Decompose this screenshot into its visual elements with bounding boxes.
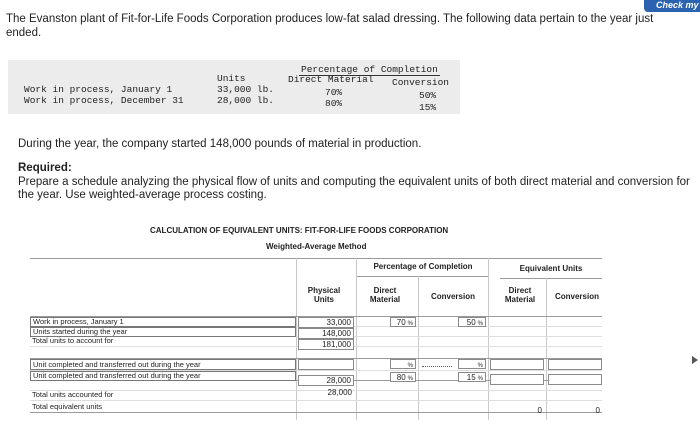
eq-conv-wip-dec-input[interactable] — [548, 374, 602, 385]
dm-pct-sign-dec: % — [407, 376, 413, 382]
dm-header: Direct Material — [288, 74, 374, 85]
physical-total-to-account: 181,000 — [298, 339, 354, 350]
given-dm-wip-jan: 70% — [325, 87, 343, 98]
col-direct-material-eq: Direct Material — [504, 286, 536, 304]
dm-pct-wip-dec — [390, 372, 416, 382]
given-conv-wip-dec: 15% — [419, 102, 437, 113]
col-physical-units: Physical Units — [307, 286, 341, 304]
given-label-wip-jan: Work in process, January 1 — [24, 84, 173, 95]
row-label-completed-transferred[interactable]: Unit completed and transferred out during the year — [30, 359, 296, 370]
eq-dm-total: 0 — [537, 406, 542, 415]
conversion-header: Conversion — [392, 77, 450, 88]
given-label-wip-dec: Work in process, December 31 — [24, 95, 184, 106]
given-units-wip-dec: 28,000 lb. — [217, 95, 275, 106]
dm-pct-wip-dec-value: 80 — [396, 373, 406, 382]
row-label-wip-dec[interactable]: Unit completed and transferred out during the year — [30, 371, 296, 381]
conv-pct-completed-input[interactable] — [458, 359, 486, 369]
conv-pct-wip-jan — [458, 317, 486, 327]
physical-units-started: 148,000 — [298, 328, 354, 339]
dm-pct-sign: % — [407, 321, 413, 327]
dm-pct-sign-completed: % — [407, 363, 413, 369]
row-label-total-accounted: Total units accounted for — [32, 390, 114, 399]
row-label-wip-jan: Work in process, January 1 — [30, 317, 296, 327]
row-label-total-to-account: Total units to account for — [32, 336, 114, 345]
col-conversion-pct: Conversion — [430, 292, 475, 301]
required-label: Required: — [18, 162, 72, 174]
eq-conv-total: 0 — [595, 406, 600, 415]
conv-pct-wip-dec — [458, 372, 486, 382]
physical-wip-jan: 33,000 — [298, 317, 354, 328]
required-text: Prepare a schedule analyzing the physical flow of units and computing the equivalent units of both direct material and conversion for the year. Use weighted-average process costing. — [18, 176, 690, 201]
dm-pct-wip-jan-value: 70 — [396, 318, 406, 327]
pct-completion-group-header: Percentage of Completion — [373, 262, 473, 271]
schedule-subtitle: Weighted-Average Method — [266, 242, 367, 251]
conv-pct-sign: % — [477, 321, 483, 327]
equivalent-units-schedule — [30, 222, 602, 420]
eq-conv-completed-input[interactable] — [548, 359, 602, 370]
given-dm-wip-dec: 80% — [325, 98, 343, 109]
dm-pct-completed-input[interactable] — [390, 359, 416, 369]
equivalent-units-group-header: Equivalent Units — [519, 264, 583, 273]
scroll-arrow-icon[interactable] — [692, 356, 698, 364]
given-data-table — [8, 60, 460, 114]
conv-pct-wip-jan-value: 50 — [466, 318, 476, 327]
row-label-total-equivalent: Total equivalent units — [32, 402, 103, 411]
conv-pct-sign-dec: % — [477, 376, 483, 382]
units-header: Units — [217, 73, 246, 84]
eq-dm-completed-input[interactable] — [490, 359, 544, 370]
physical-wip-dec: 28,000 — [298, 375, 354, 386]
given-conv-wip-jan: 50% — [419, 90, 437, 101]
col-conversion-eq: Conversion — [554, 292, 599, 301]
schedule-title: CALCULATION OF EQUIVALENT UNITS: FIT-FOR-LIFE FOODS CORPORATION — [150, 226, 449, 235]
physical-total-accounted: 28,000 — [327, 388, 352, 397]
pct-completion-header: Percentage of Completion — [301, 64, 438, 75]
conv-pct-wip-dec-value: 15 — [466, 373, 476, 382]
col-direct-material-pct: Direct Material — [369, 286, 401, 304]
dm-pct-wip-jan — [390, 317, 416, 327]
material-started-sentence: During the year, the company started 148,000 pounds of material in production. — [18, 138, 422, 150]
eq-dm-wip-dec-input[interactable] — [490, 374, 544, 385]
row-label-units-started: Units started during the year — [30, 327, 296, 337]
given-units-wip-jan: 33,000 lb. — [217, 84, 275, 95]
conv-pct-sign-completed: % — [477, 363, 483, 369]
physical-completed-input[interactable] — [298, 359, 354, 370]
problem-intro: The Evanston plant of Fit-for-Life Foods Corporation produces low-fat salad dressing. The following data pertain to the year just ended. — [6, 13, 654, 39]
check-my-work-button[interactable]: Check my — [644, 0, 700, 12]
